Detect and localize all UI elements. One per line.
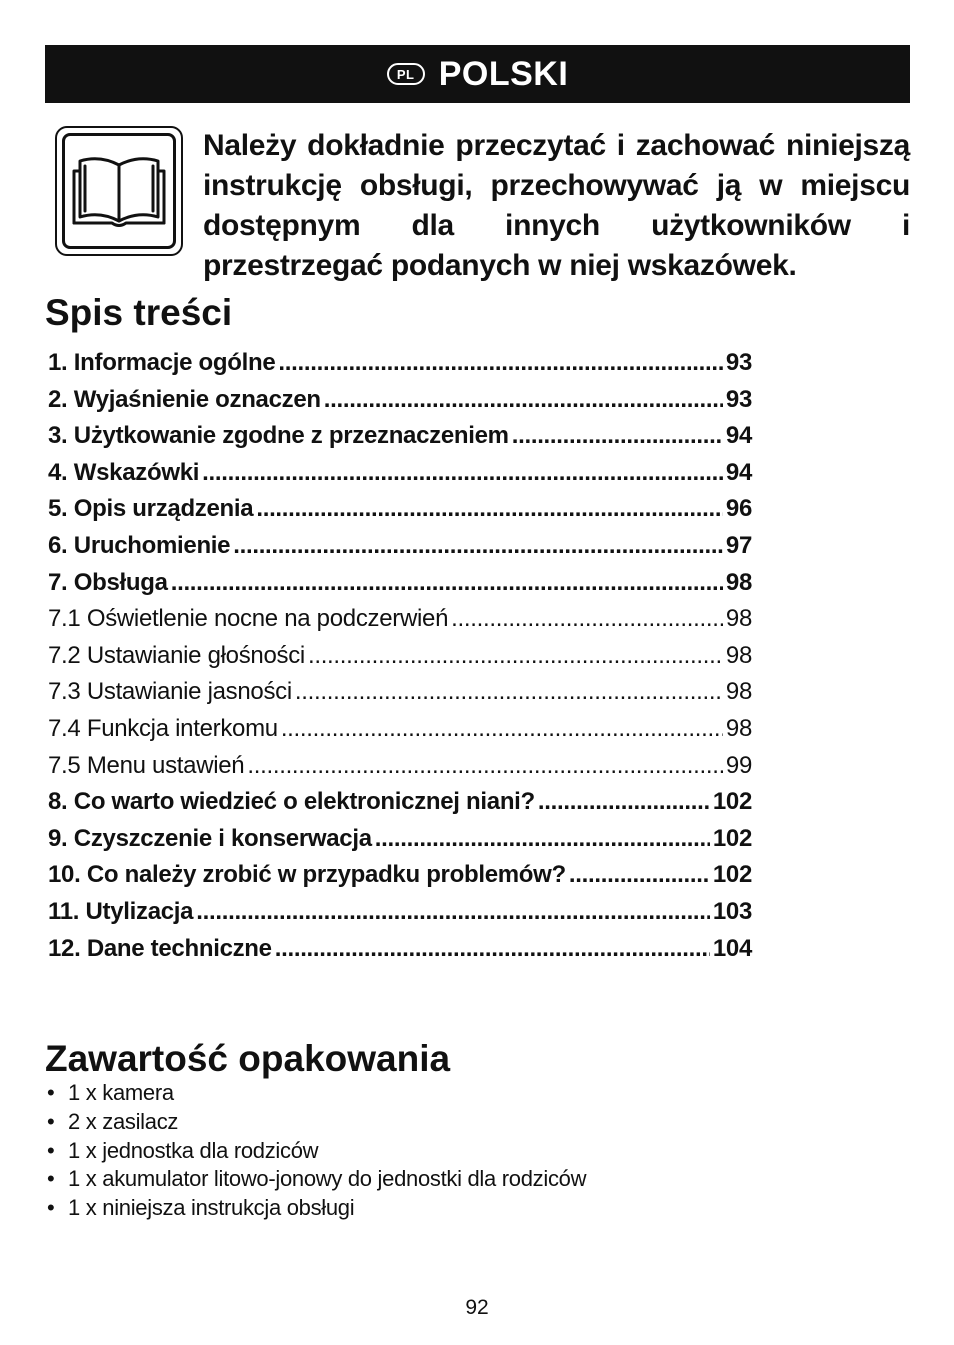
intro-instruction-text: Należy dokładnie przeczytać i zachować niniejszą instrukcję obsługi, przechowywać ją w miejscu dostępnym dla innych użytkowników i przestrzegać podanych w niej wskazówek.	[203, 129, 910, 282]
toc-entry	[48, 418, 752, 455]
list-item	[47, 1165, 586, 1194]
toc-dot-leader	[308, 638, 723, 675]
language-title: POLSKI	[438, 54, 569, 93]
toc-entry	[48, 345, 752, 382]
toc-dot-leader	[233, 528, 723, 565]
toc-dot-leader	[196, 894, 710, 931]
toc-dot-leader	[538, 784, 710, 821]
bullet-icon: •	[47, 1137, 55, 1163]
toc-entry-page: 93	[725, 349, 752, 376]
toc-entry-label: 9. Czyszczenie i konserwacja	[48, 824, 372, 852]
toc-entry	[48, 638, 752, 675]
toc-entry	[48, 711, 752, 748]
toc-entry	[48, 857, 752, 894]
toc-entry-label: 10. Co należy zrobić w przypadku problemów?	[48, 861, 566, 889]
toc-entry-label: 7.4 Funkcja interkomu	[48, 714, 278, 742]
bullet-icon: •	[47, 1108, 55, 1134]
toc-entry	[48, 748, 752, 785]
toc-entry-label: 7. Obsługa	[48, 568, 168, 596]
toc-entry	[48, 821, 752, 858]
toc-entry-page: 98	[725, 641, 752, 669]
toc-entry	[48, 601, 752, 638]
toc-title: Spis treści	[45, 292, 233, 333]
toc-dot-leader	[295, 674, 723, 711]
toc-entry-page: 98	[725, 605, 752, 633]
bullet-icon: •	[47, 1195, 55, 1221]
toc-entry-page: 99	[725, 751, 752, 779]
bullet-icon: •	[47, 1080, 55, 1105]
toc-entry	[48, 455, 752, 492]
page-number: 92	[465, 1296, 489, 1319]
language-header-bar	[45, 45, 910, 103]
toc-entry-label: 5. Opis urządzenia	[48, 495, 254, 523]
language-code-badge: PL	[387, 63, 425, 85]
toc-entry-label: 4. Wskazówki	[48, 458, 200, 486]
toc-entry-page: 102	[712, 788, 752, 816]
toc-dot-leader	[171, 565, 723, 602]
toc-entry-label: 11. Utylizacja	[48, 897, 194, 925]
list-item-text: 1 x kamera	[68, 1080, 174, 1105]
toc-entry-page: 96	[725, 495, 752, 523]
toc-entry-label: 2. Wyjaśnienie oznaczen	[48, 385, 321, 413]
toc-entry-label: 7.2 Ustawianie głośności	[48, 641, 305, 669]
toc-dot-leader	[512, 418, 723, 455]
toc-dot-leader	[278, 345, 723, 382]
package-contents-list	[47, 1079, 586, 1223]
table-of-contents	[48, 345, 752, 967]
list-item	[47, 1079, 586, 1108]
toc-dot-leader	[281, 711, 723, 748]
toc-entry-page: 94	[725, 422, 752, 450]
list-item-text: 1 x akumulator litowo-jonowy do jednostki dla rodziców	[68, 1166, 587, 1192]
toc-dot-leader	[375, 821, 710, 858]
toc-entry-page: 94	[725, 458, 752, 486]
toc-entry-page: 102	[712, 861, 752, 889]
toc-entry	[48, 931, 752, 968]
toc-entry	[48, 894, 752, 931]
toc-dot-leader	[324, 382, 723, 419]
toc-entry	[48, 491, 752, 528]
toc-dot-leader	[256, 491, 723, 528]
list-item	[47, 1194, 586, 1223]
toc-entry-page: 102	[712, 824, 752, 852]
toc-entry	[48, 784, 752, 821]
toc-entry-label: 7.1 Oświetlenie nocne na podczerwień	[48, 605, 449, 633]
toc-entry-label: 12. Dane techniczne	[48, 934, 272, 962]
list-item-text: 1 x niniejsza instrukcja obsługi	[68, 1195, 355, 1221]
toc-entry-page: 98	[725, 678, 752, 706]
list-item-text: 2 x zasilacz	[68, 1108, 179, 1134]
toc-entry	[48, 528, 752, 565]
toc-entry-page: 103	[712, 897, 752, 925]
toc-dot-leader	[451, 601, 723, 638]
intro-notice	[55, 126, 910, 282]
list-item-text: 1 x jednostka dla rodziców	[68, 1137, 319, 1163]
toc-entry-label: 6. Uruchomienie	[48, 531, 231, 559]
toc-dot-leader	[202, 455, 723, 492]
toc-entry	[48, 565, 752, 602]
toc-dot-leader	[569, 857, 710, 894]
toc-entry-label: 7.5 Menu ustawień	[48, 751, 245, 779]
toc-entry-page: 98	[725, 568, 752, 596]
list-item	[47, 1137, 586, 1166]
toc-entry-label: 3. Użytkowanie zgodne z przeznaczeniem	[48, 422, 509, 450]
toc-entry-page: 98	[725, 714, 752, 742]
list-item	[47, 1108, 586, 1137]
toc-entry-page: 93	[725, 385, 752, 413]
package-contents-title: Zawartość opakowania	[45, 1038, 451, 1079]
toc-dot-leader	[275, 931, 710, 968]
toc-entry	[48, 382, 752, 419]
toc-entry-label: 7.3 Ustawianie jasności	[48, 678, 292, 706]
open-book-icon	[55, 126, 183, 256]
toc-entry-page: 97	[725, 531, 752, 559]
toc-entry-page: 104	[712, 934, 752, 962]
toc-entry	[48, 674, 752, 711]
bullet-icon: •	[47, 1166, 55, 1192]
toc-dot-leader	[247, 748, 723, 785]
toc-entry-label: 8. Co warto wiedzieć o elektronicznej niani?	[48, 788, 535, 816]
toc-entry-label: 1. Informacje ogólne	[48, 349, 276, 376]
